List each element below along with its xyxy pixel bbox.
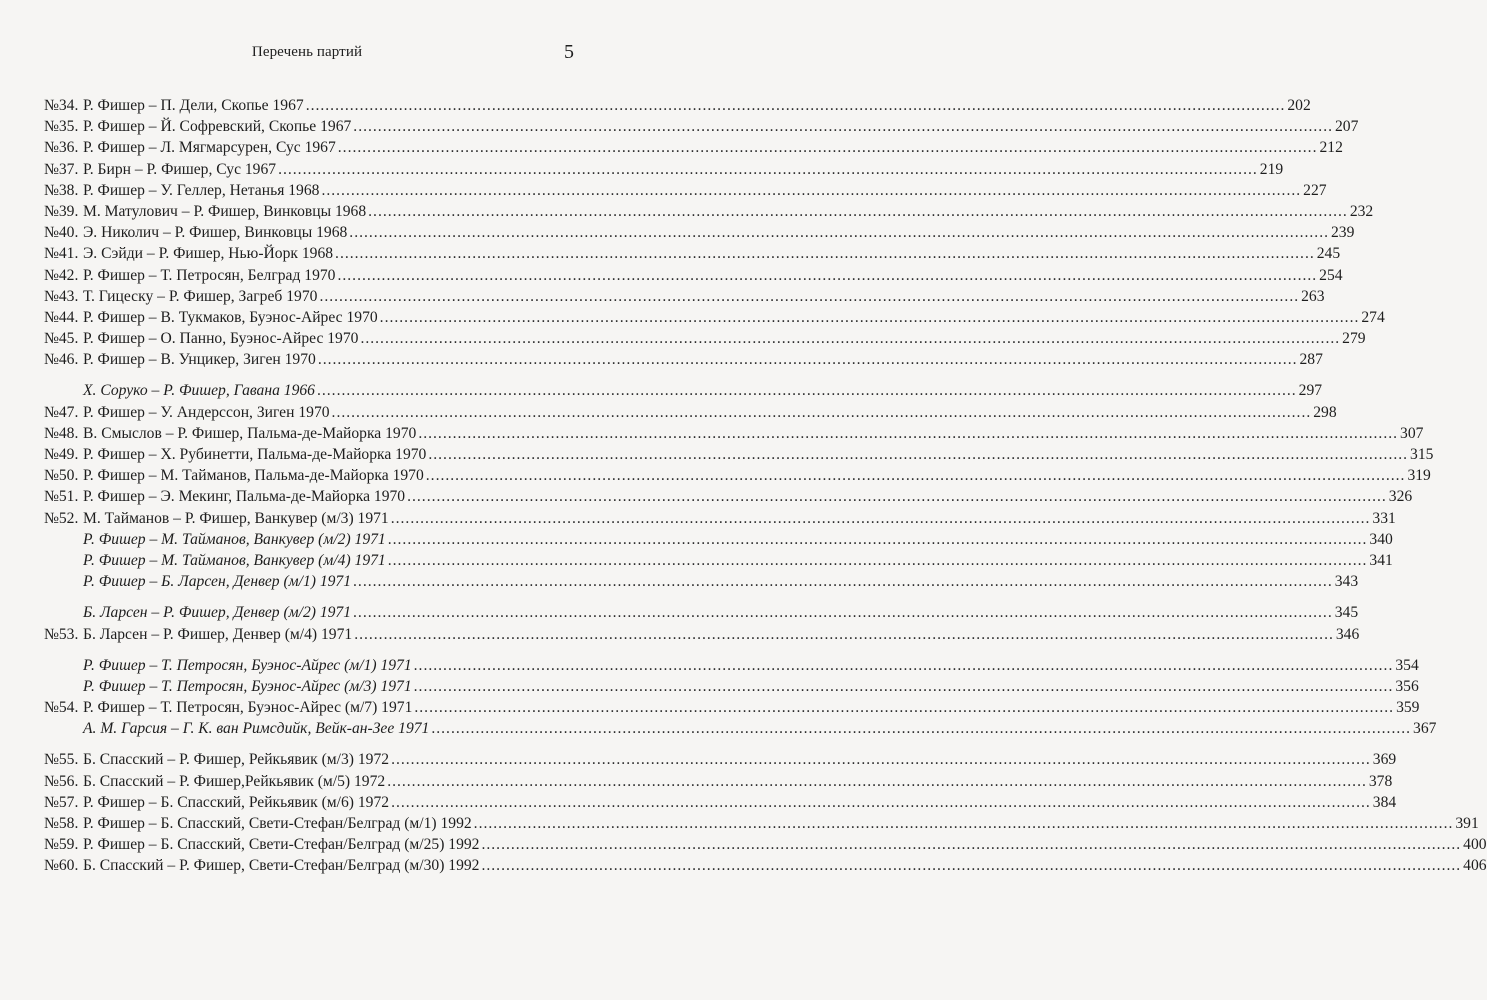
game-title: Р. Фишер – Б. Спасский, Рейкьявик (м/6) 1972 [83, 793, 390, 811]
game-title: Р. Фишер – Т. Петросян, Белград 1970 [83, 266, 336, 284]
dot-leader: ........................................................................................................................................................................................................ [317, 351, 1298, 369]
game-title: Р. Фишер – М. Тайманов, Ванкувер (м/4) 1971 [83, 551, 386, 569]
page-reference: 254 [1319, 266, 1343, 284]
page-reference: 279 [1342, 330, 1366, 348]
game-number: №48. [44, 424, 79, 442]
page-reference: 315 [1410, 446, 1434, 463]
page-reference: 346 [1335, 625, 1360, 643]
page-header-title: Перечень партий [251, 44, 363, 60]
game-title: Р. Бирн – Р. Фишер, Сус 1967 [83, 160, 277, 178]
dot-leader: ........................................................................................................................................................................................................ [428, 446, 1409, 463]
toc-entry [44, 697, 1420, 718]
page-reference: 406 [1463, 857, 1487, 875]
dot-leader: ........................................................................................................................................................................................................ [368, 202, 1348, 220]
toc-entry [44, 328, 1366, 349]
page-reference: 378 [1368, 772, 1393, 790]
page-reference: 239 [1330, 224, 1355, 242]
dot-leader: ........................................................................................................................................................................................................ [319, 287, 1300, 305]
game-number: №51. [44, 488, 79, 506]
game-number: №47. [44, 403, 79, 421]
page-reference: 400 [1463, 836, 1487, 854]
toc-entry [44, 423, 1424, 444]
page-reference: 307 [1400, 424, 1424, 442]
page-reference: 356 [1395, 677, 1419, 695]
game-number: №49. [44, 446, 79, 463]
dot-leader: ........................................................................................................................................................................................................ [387, 551, 1368, 569]
game-title: Р. Фишер – П. Дели, Скопье 1967 [83, 97, 304, 114]
toc-entry [44, 486, 1413, 507]
game-number: №58. [44, 815, 79, 832]
dot-leader: ........................................................................................................................................................................................................ [431, 720, 1412, 738]
page-reference: 345 [1334, 604, 1359, 622]
game-title: Р. Фишер – Э. Мекинг, Пальма-де-Майорка 1970 [83, 488, 406, 506]
game-title: М. Тайманов – Р. Фишер, Ванкувер (м/3) 1971 [83, 509, 389, 527]
dot-leader: ........................................................................................................................................................................................................ [349, 224, 1329, 242]
toc-entry [44, 676, 1419, 697]
game-number: №59. [44, 836, 79, 854]
dot-leader: ........................................................................................................................................................................................................ [353, 573, 1333, 591]
toc-entry [44, 201, 1374, 222]
table-of-contents [44, 95, 1487, 877]
game-number: №52. [44, 509, 79, 527]
dot-leader: ........................................................................................................................................................................................................ [316, 382, 1297, 400]
toc-entry [44, 116, 1359, 137]
page-reference: 245 [1316, 245, 1341, 263]
toc-entry [44, 465, 1431, 486]
game-number: №60. [44, 857, 79, 875]
dot-leader: ........................................................................................................................................................................................................ [473, 815, 1454, 832]
game-number: №38. [44, 181, 79, 199]
dot-leader: ........................................................................................................................................................................................................ [481, 836, 1462, 854]
game-title: Р. Фишер – У. Геллер, Нетанья 1968 [83, 181, 320, 199]
toc-entry [44, 718, 1437, 739]
game-number: №40. [44, 224, 79, 242]
dot-leader: ........................................................................................................................................................................................................ [425, 467, 1406, 485]
game-title: Р. Фишер – Х. Рубинетти, Пальма-де-Майорка 1970 [83, 446, 427, 463]
toc-entry [44, 265, 1343, 286]
game-number: №43. [44, 287, 79, 305]
page-reference: 319 [1407, 467, 1431, 485]
game-title: Р. Фишер – В. Унцикер, Зиген 1970 [83, 351, 316, 369]
dot-leader: ........................................................................................................................................................................................................ [353, 604, 1333, 622]
game-title: Б. Спасский – Р. Фишер, Рейкьявик (м/3) 1972 [83, 751, 390, 769]
game-title: Р. Фишер – О. Панно, Буэнос-Айрес 1970 [83, 330, 359, 348]
toc-entry [44, 180, 1327, 201]
toc-entry [44, 855, 1487, 876]
toc-entry [44, 571, 1359, 592]
game-number: №42. [44, 266, 79, 284]
game-title: Р. Фишер – Й. Софревский, Скопье 1967 [83, 118, 352, 136]
toc-entry [44, 307, 1385, 328]
game-number: №50. [44, 467, 79, 485]
game-number: №56. [44, 772, 79, 790]
page-reference: 343 [1334, 573, 1359, 591]
game-number: №53. [44, 625, 79, 643]
page-reference: 341 [1369, 551, 1393, 569]
game-title: М. Матулович – Р. Фишер, Винковцы 1968 [83, 202, 367, 220]
game-number: №54. [44, 699, 79, 717]
dot-leader: ........................................................................................................................................................................................................ [407, 488, 1387, 506]
page-reference: 287 [1299, 351, 1323, 369]
game-number: №57. [44, 793, 79, 811]
game-title: Р. Фишер – В. Тукмаков, Буэнос-Айрес 1970 [83, 308, 378, 326]
game-title: Э. Николич – Р. Фишер, Винковцы 1968 [83, 224, 348, 242]
dot-leader: ........................................................................................................................................................................................................ [414, 699, 1395, 717]
toc-entry [44, 834, 1487, 855]
toc-entry [44, 95, 1311, 116]
toc-entry [44, 749, 1397, 770]
section-gap [44, 739, 572, 749]
section-gap [44, 645, 572, 655]
game-title: Т. Гицеску – Р. Фишер, Загреб 1970 [83, 287, 318, 305]
game-title: Р. Фишер – Б. Спасский, Свети-Стефан/Белград (м/25) 1992 [83, 836, 480, 854]
dot-leader: ........................................................................................................................................................................................................ [321, 181, 1302, 199]
game-title: Х. Соруко – Р. Фишер, Гавана 1966 [83, 382, 315, 400]
dot-leader: ........................................................................................................................................................................................................ [337, 266, 1318, 284]
dot-leader: ........................................................................................................................................................................................................ [360, 330, 1341, 348]
page-reference: 384 [1372, 793, 1397, 811]
toc-entry [44, 792, 1397, 813]
dot-leader: ........................................................................................................................................................................................................ [481, 857, 1462, 875]
page-reference: 331 [1372, 509, 1396, 527]
page-reference: 326 [1388, 488, 1413, 506]
dot-leader: ........................................................................................................................................................................................................ [413, 656, 1394, 674]
page-reference: 367 [1413, 720, 1437, 738]
game-number: №35. [44, 118, 79, 136]
page-reference: 212 [1319, 139, 1343, 157]
page-reference: 219 [1259, 160, 1284, 178]
dot-leader: ........................................................................................................................................................................................................ [379, 308, 1360, 326]
dot-leader: ........................................................................................................................................................................................................ [353, 118, 1333, 136]
page-reference: 232 [1349, 202, 1374, 220]
game-title: Р. Фишер – Т. Петросян, Буэнос-Айрес (м/1) 1971 [83, 656, 412, 674]
page-reference: 369 [1372, 751, 1397, 769]
dot-leader: ........................................................................................................................................................................................................ [390, 509, 1371, 527]
dot-leader: ........................................................................................................................................................................................................ [391, 751, 1371, 769]
game-title: В. Смыслов – Р. Фишер, Пальма-де-Майорка 1970 [83, 424, 417, 442]
page-reference: 263 [1301, 287, 1325, 305]
toc-entry [44, 444, 1434, 465]
toc-entry [44, 508, 1396, 529]
page-reference: 274 [1361, 308, 1385, 326]
game-title: Р. Фишер – У. Андерссон, Зиген 1970 [83, 403, 330, 421]
toc-entry [44, 286, 1325, 307]
dot-leader: ........................................................................................................................................................................................................ [337, 139, 1318, 157]
toc-entry [44, 243, 1341, 264]
game-title: Б. Ларсен – Р. Фишер, Денвер (м/2) 1971 [83, 604, 352, 622]
game-number: №44. [44, 308, 79, 326]
dot-leader: ........................................................................................................................................................................................................ [391, 793, 1371, 811]
page-reference: 227 [1303, 181, 1327, 199]
dot-leader: ........................................................................................................................................................................................................ [305, 97, 1286, 114]
dot-leader: ........................................................................................................................................................................................................ [331, 403, 1312, 421]
page-reference: 298 [1313, 403, 1337, 421]
page-number: 5 [564, 41, 574, 63]
toc-entry [44, 402, 1337, 423]
page-reference: 297 [1298, 382, 1323, 400]
game-title: Э. Сэйди – Р. Фишер, Нью-Йорк 1968 [83, 245, 334, 263]
toc-entry [44, 222, 1355, 243]
toc-entry [44, 550, 1393, 571]
dot-leader: ........................................................................................................................................................................................................ [413, 677, 1394, 695]
game-title: Р. Фишер – Т. Петросян, Буэнос-Айрес (м/3) 1971 [83, 677, 412, 695]
game-title: Р. Фишер – Л. Мягмарсурен, Сус 1967 [83, 139, 336, 157]
game-title: Р. Фишер – М. Тайманов, Ванкувер (м/2) 1971 [83, 530, 386, 548]
game-title: Р. Фишер – Б. Спасский, Свети-Стефан/Белград (м/1) 1992 [83, 815, 472, 832]
toc-entry [44, 349, 1323, 370]
game-title: Р. Фишер – М. Тайманов, Пальма-де-Майорка 1970 [83, 467, 424, 485]
game-number: №46. [44, 351, 79, 369]
game-title: Р. Фишер – Б. Ларсен, Денвер (м/1) 1971 [83, 573, 352, 591]
toc-entry [44, 624, 1360, 645]
toc-entry [44, 380, 1323, 401]
game-number: №45. [44, 330, 79, 348]
game-number: №39. [44, 202, 79, 220]
toc-entry [44, 137, 1343, 158]
dot-leader: ........................................................................................................................................................................................................ [387, 772, 1367, 790]
toc-entry [44, 771, 1393, 792]
dot-leader: ........................................................................................................................................................................................................ [354, 625, 1334, 643]
dot-leader: ........................................................................................................................................................................................................ [278, 160, 1258, 178]
page-reference: 340 [1369, 530, 1393, 548]
game-title: Р. Фишер – Т. Петросян, Буэнос-Айрес (м/7) 1971 [83, 699, 413, 717]
game-title: Б. Ларсен – Р. Фишер, Денвер (м/4) 1971 [83, 625, 353, 643]
toc-entry [44, 813, 1479, 834]
toc-entry [44, 655, 1419, 676]
game-title: А. М. Гарсия – Г. К. ван Римсдийк, Вейк-ан-Зее 1971 [83, 720, 430, 738]
dot-leader: ........................................................................................................................................................................................................ [335, 245, 1315, 263]
section-gap [44, 592, 572, 602]
game-title: Б. Спасский – Р. Фишер, Свети-Стефан/Белград (м/30) 1992 [83, 857, 480, 875]
page-reference: 207 [1334, 118, 1359, 136]
page-reference: 354 [1395, 656, 1419, 674]
page-reference: 359 [1396, 699, 1420, 717]
game-number: №36. [44, 139, 79, 157]
game-number: №41. [44, 245, 79, 263]
toc-entry [44, 602, 1359, 623]
game-number: №34. [44, 97, 79, 114]
game-title: Б. Спасский – Р. Фишер,Рейкьявик (м/5) 1972 [83, 772, 386, 790]
page-reference: 391 [1455, 815, 1479, 832]
toc-entry [44, 529, 1393, 550]
page-reference: 202 [1287, 97, 1311, 114]
game-number: №55. [44, 751, 79, 769]
dot-leader: ........................................................................................................................................................................................................ [387, 530, 1368, 548]
section-gap [44, 370, 572, 380]
dot-leader: ........................................................................................................................................................................................................ [418, 424, 1399, 442]
game-number: №37. [44, 160, 79, 178]
toc-entry [44, 159, 1284, 180]
